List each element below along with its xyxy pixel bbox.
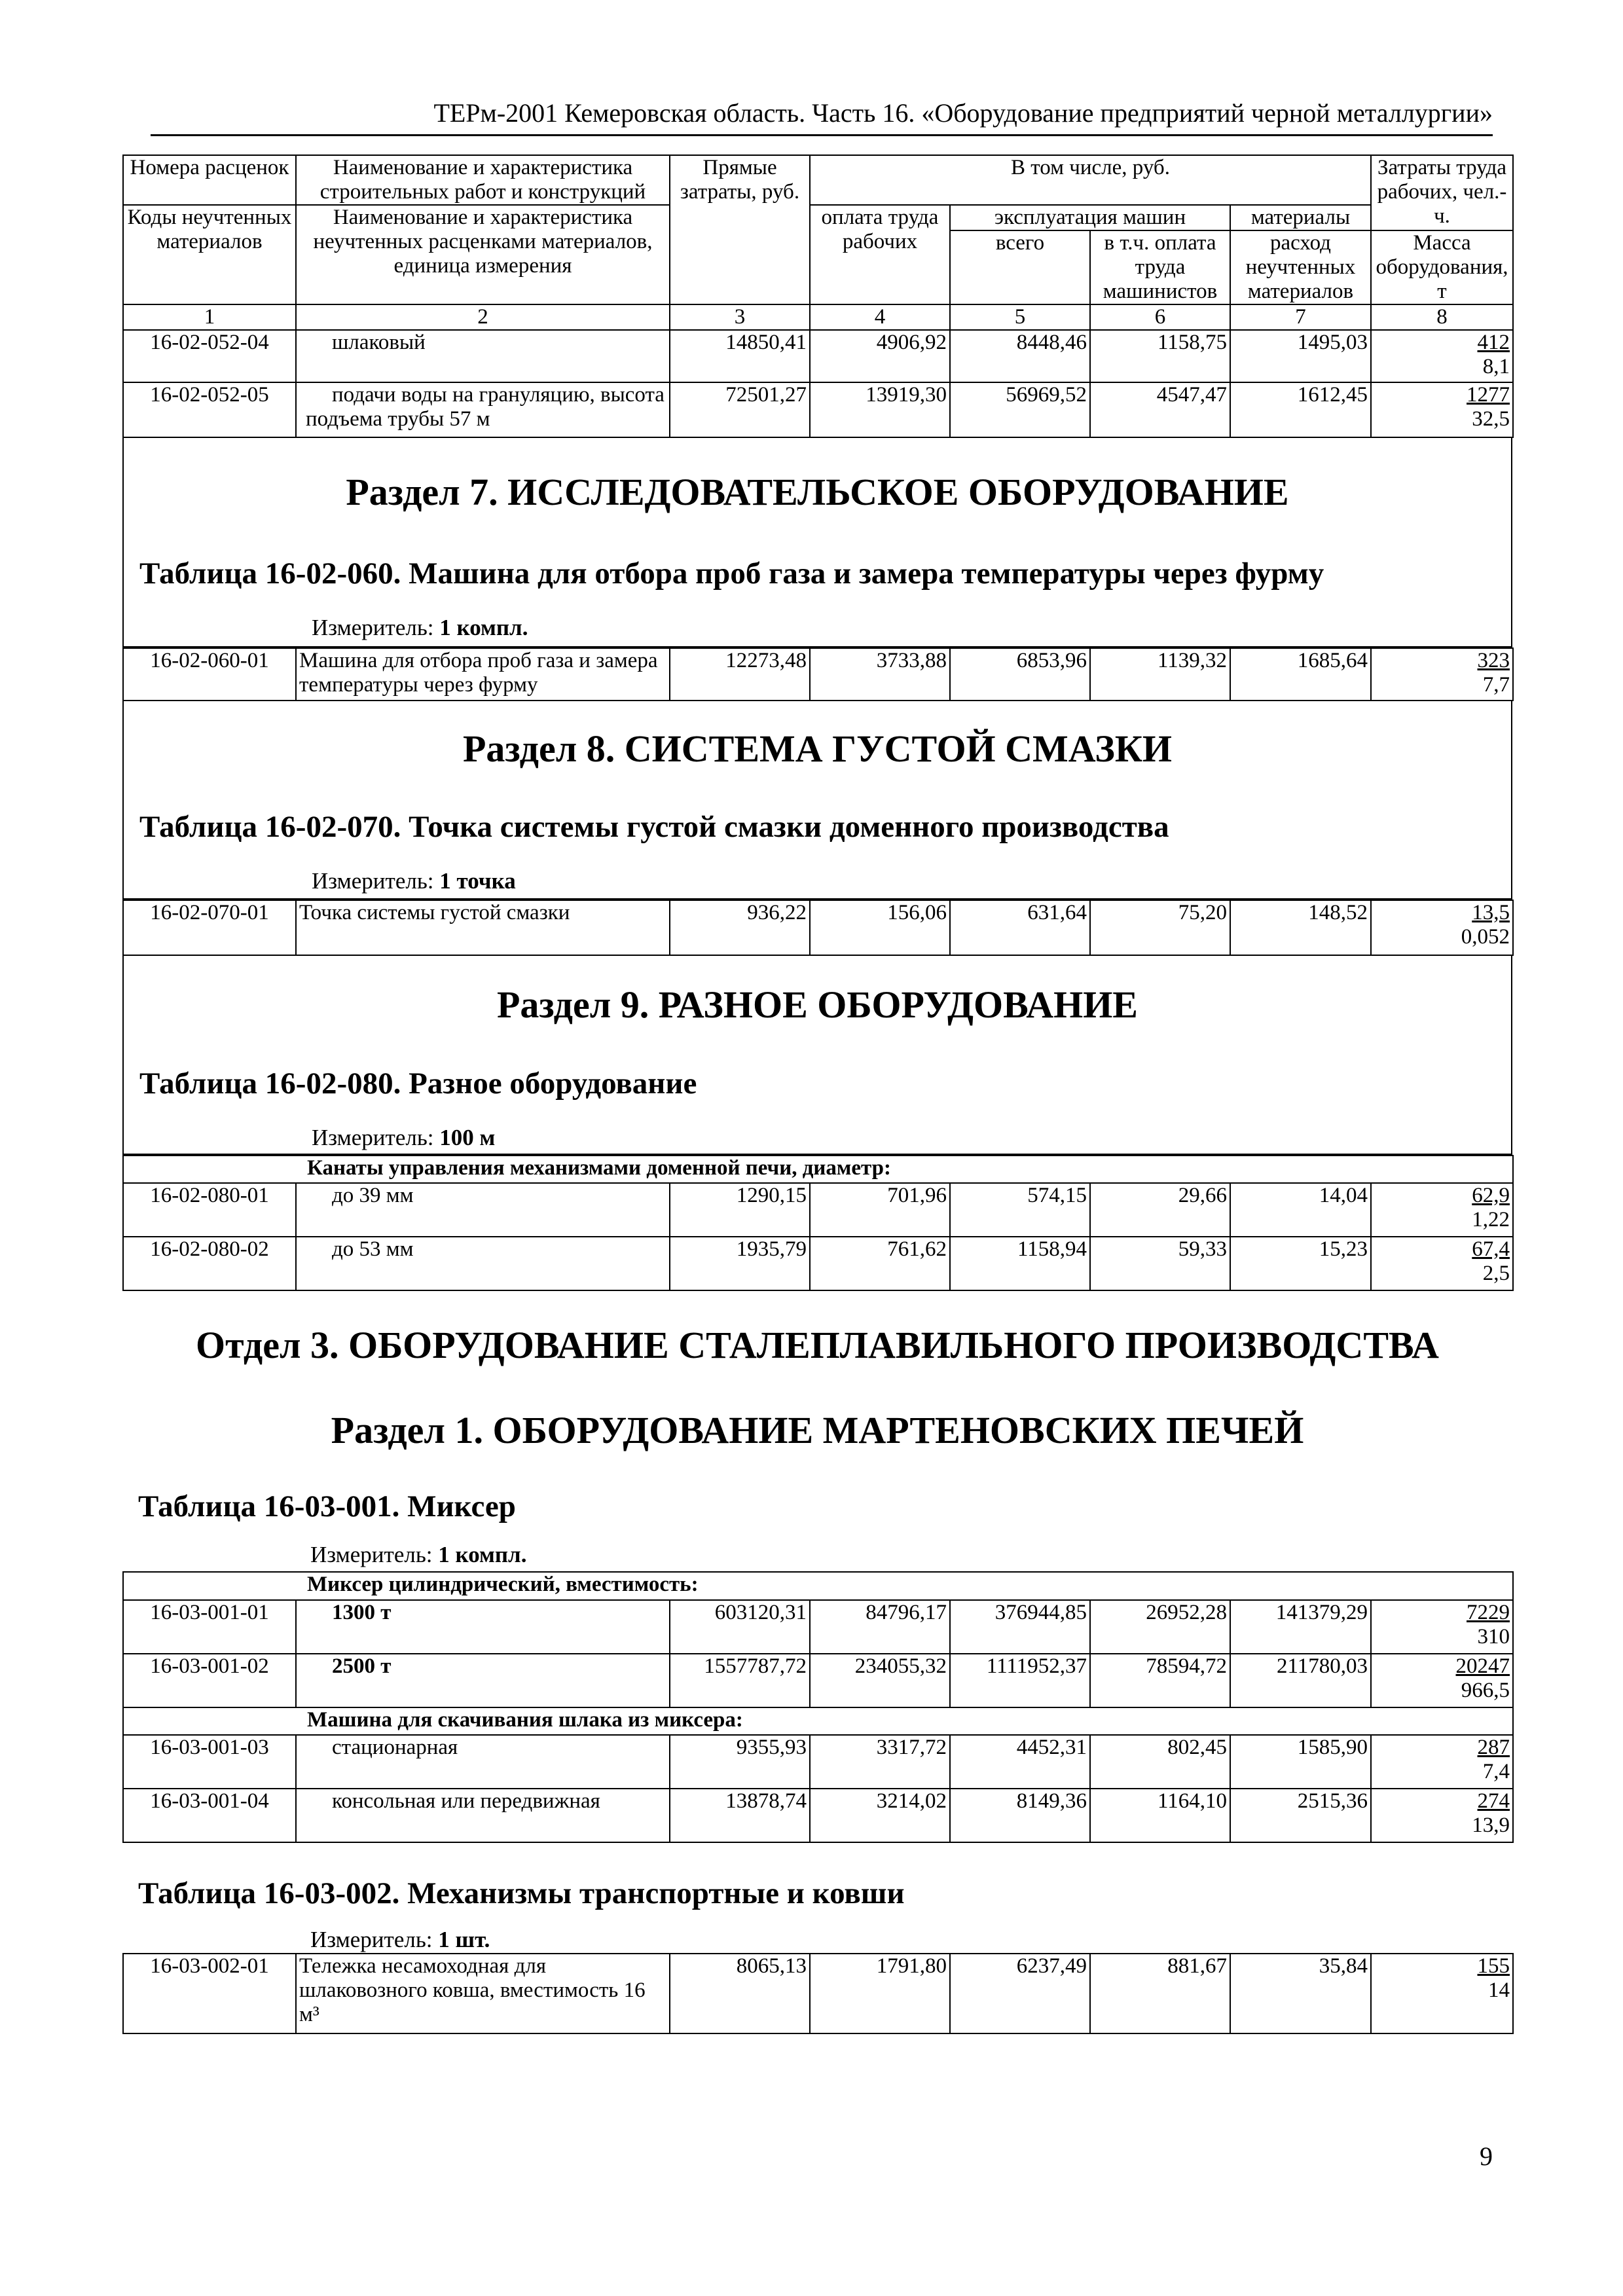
col-number: 3 [670,304,810,330]
table-row [123,1954,1513,2033]
col-v-tom-chisle: В том числе, руб. [810,155,1371,205]
col-number: 5 [950,304,1090,330]
otdel3-title: Отдел 3. ОБОРУДОВАНИЕ СТАЛЕПЛАВИЛЬНОГО ПРОИЗВОДСТВА [196,1324,1439,1366]
hours-mass [1371,1735,1513,1789]
hours-mass [1371,1183,1513,1237]
section7-title: Раздел 7. ИССЛЕДОВАТЕЛЬСКОЕ ОБОРУДОВАНИЕ [346,471,1289,513]
rate-name: шлаковый [296,330,670,382]
operators-cost: 1164,10 [1090,1789,1230,1842]
table060-measure [124,615,528,641]
direct-cost: 13878,74 [670,1789,810,1842]
labor-cost: 156,06 [810,900,950,955]
labor-hours: 274 [1477,1789,1510,1813]
direct-cost: 603120,31 [670,1600,810,1654]
hours-mass [1371,1954,1513,2033]
labor-cost: 3214,02 [810,1789,950,1842]
table-row [123,382,1513,437]
operators-cost: 4547,47 [1090,382,1230,437]
equipment-mass: 0,052 [1461,925,1510,949]
rate-code: 16-02-060-01 [123,648,296,701]
labor-hours: 412 [1477,331,1510,354]
labor-cost: 1791,80 [810,1954,950,2033]
direct-cost: 1557787,72 [670,1654,810,1707]
group-label: Миксер цилиндрический, вместимость: [123,1572,1513,1600]
equipment-mass: 7,4 [1482,1760,1510,1783]
materials-cost: 2515,36 [1230,1789,1371,1842]
rate-name: до 39 мм [296,1183,670,1237]
operators-cost: 802,45 [1090,1735,1230,1789]
rate-code: 16-02-070-01 [123,900,296,955]
table002-title: Таблица 16-03-002. Механизмы транспортные и ковши [138,1876,905,1910]
col-zatraty-truda: Затраты труда рабочих, чел.-ч. [1371,155,1513,230]
machines-cost: 1111952,37 [950,1654,1090,1707]
machines-cost: 1158,94 [950,1237,1090,1290]
col-number: 1 [123,304,296,330]
table001 [122,1571,1514,1843]
materials-cost: 1612,45 [1230,382,1371,437]
labor-cost: 13919,30 [810,382,950,437]
rate-name: Точка системы густой смазки [296,900,670,955]
machines-cost: 574,15 [950,1183,1090,1237]
section8-title: Раздел 8. СИСТЕМА ГУСТОЙ СМАЗКИ [462,727,1173,770]
table002 [122,1953,1514,2034]
rate-code: 16-02-080-01 [123,1183,296,1237]
col-massa: Масса оборудования, т [1371,230,1513,304]
materials-cost: 211780,03 [1230,1654,1371,1707]
measure-value: 1 компл. [438,1542,527,1567]
rate-code: 16-02-052-04 [123,330,296,382]
operators-cost: 26952,28 [1090,1600,1230,1654]
rate-code: 16-03-001-04 [123,1789,296,1842]
section7-block [122,438,1512,647]
table-row [123,330,1513,382]
table-row [123,1654,1513,1707]
col-naim-char: Наименование и характеристика строительных работ и конструкций [296,155,670,205]
materials-cost: 1495,03 [1230,330,1371,382]
materials-cost: 148,52 [1230,900,1371,955]
direct-cost: 1290,15 [670,1183,810,1237]
machines-cost: 376944,85 [950,1600,1090,1654]
labor-cost: 84796,17 [810,1600,950,1654]
table002-block [122,1843,1512,1953]
table001-title: Таблица 16-03-001. Миксер [138,1489,516,1523]
equipment-mass: 14 [1488,1978,1510,2002]
table070 [122,900,1514,956]
equipment-mass: 8,1 [1482,355,1510,378]
hours-mass [1371,330,1513,382]
equipment-mass: 966,5 [1461,1679,1510,1702]
materials-cost: 15,23 [1230,1237,1371,1290]
col-number: 4 [810,304,950,330]
hours-mass [1371,900,1513,955]
table-row [123,1237,1513,1290]
measure-value: 100 м [439,1125,496,1150]
table080 [122,1155,1514,1291]
direct-cost: 9355,93 [670,1735,810,1789]
labor-cost: 701,96 [810,1183,950,1237]
table-row [123,1183,1513,1237]
otdel3-block [122,1291,1512,1571]
measure-value: 1 компл. [439,615,528,640]
page-number: 9 [1480,2141,1493,2171]
rate-code: 16-03-001-01 [123,1600,296,1654]
col-naim-neuchet: Наименование и характеристика неучтенных расценками материалов, единица измерения [296,205,670,304]
rate-code: 16-03-001-02 [123,1654,296,1707]
labor-hours: 62,9 [1472,1184,1510,1207]
col-ekspl-mashin: эксплуатация машин [950,205,1230,230]
rate-code: 16-02-052-05 [123,382,296,437]
rate-code: 16-03-002-01 [123,1954,296,2033]
operators-cost: 59,33 [1090,1237,1230,1290]
equipment-mass: 310 [1477,1625,1510,1649]
labor-cost: 761,62 [810,1237,950,1290]
col-vsego: всего [950,230,1090,304]
rate-name: консольная или передвижная [296,1789,670,1842]
materials-cost: 14,04 [1230,1183,1371,1237]
machines-cost: 56969,52 [950,382,1090,437]
rate-code: 16-02-080-02 [123,1237,296,1290]
table-row [123,1600,1513,1654]
operators-cost: 1158,75 [1090,330,1230,382]
equipment-mass: 13,9 [1472,1813,1510,1837]
table060 [122,647,1514,701]
direct-cost: 72501,27 [670,382,810,437]
table060-title: Таблица 16-02-060. Машина для отбора проб газа и замера температуры через фурму [139,556,1324,591]
labor-cost: 234055,32 [810,1654,950,1707]
labor-hours: 67,4 [1472,1237,1510,1261]
direct-cost: 8065,13 [670,1954,810,2033]
header-table [122,155,1514,438]
operators-cost: 75,20 [1090,900,1230,955]
col-rashod: расход неучтенных материалов [1230,230,1371,304]
labor-cost: 3733,88 [810,648,950,701]
hours-mass [1371,1789,1513,1842]
hours-mass [1371,1237,1513,1290]
machines-cost: 6853,96 [950,648,1090,701]
equipment-mass: 1,22 [1472,1208,1510,1231]
col-number: 2 [296,304,670,330]
rate-name: подачи воды на грануляцию, высота подъема трубы 57 м [296,382,670,437]
operators-cost: 1139,32 [1090,648,1230,701]
labor-hours: 323 [1477,649,1510,672]
materials-cost: 1585,90 [1230,1735,1371,1789]
group-label: Машина для скачивания шлака из миксера: [123,1707,1513,1735]
machines-cost: 8149,36 [950,1789,1090,1842]
measure-value: 1 шт. [438,1927,490,1952]
labor-cost: 3317,72 [810,1735,950,1789]
measure-label: Измеритель: [310,1927,433,1952]
direct-cost: 14850,41 [670,330,810,382]
hours-mass [1371,1600,1513,1654]
measure-label: Измеритель: [312,615,434,640]
operators-cost: 78594,72 [1090,1654,1230,1707]
rate-name: 2500 т [296,1654,670,1707]
rate-name: стационарная [296,1735,670,1789]
rate-name: до 53 мм [296,1237,670,1290]
rate-name: Машина для отбора проб газа и замера температуры через фурму [296,648,670,701]
col-number: 6 [1090,304,1230,330]
rate-name: Тележка несамоходная для шлаковозного ковша, вместимость 16 м³ [296,1954,670,2033]
direct-cost: 936,22 [670,900,810,955]
col-pryamye: Прямые затраты, руб. [670,155,810,304]
col-kody: Коды неучтенных материалов [123,205,296,304]
section9-title: Раздел 9. РАЗНОЕ ОБОРУДОВАНИЕ [496,983,1138,1026]
rate-code: 16-03-001-03 [123,1735,296,1789]
table002-measure [122,1927,490,1953]
rate-name: 1300 т [296,1600,670,1654]
table-row [123,900,1513,955]
materials-cost: 35,84 [1230,1954,1371,2033]
operators-cost: 29,66 [1090,1183,1230,1237]
hours-mass [1371,648,1513,701]
labor-hours: 287 [1477,1736,1510,1759]
table080-title: Таблица 16-02-080. Разное оборудование [139,1066,697,1101]
hours-mass [1371,382,1513,437]
col-number: 7 [1230,304,1371,330]
table-row [123,1789,1513,1842]
page-header: ТЕРм-2001 Кемеровская область. Часть 16. «Оборудование предприятий черной металлургии» [151,98,1493,136]
measure-label: Измеритель: [310,1542,433,1567]
machines-cost: 631,64 [950,900,1090,955]
table080-measure [124,1125,495,1151]
operators-cost: 881,67 [1090,1954,1230,2033]
direct-cost: 12273,48 [670,648,810,701]
col-materialy: материалы [1230,205,1371,230]
table-row [123,648,1513,701]
col-oplata-truda: оплата труда рабочих [810,205,950,304]
col-number: 8 [1371,304,1513,330]
section1-title: Раздел 1. ОБОРУДОВАНИЕ МАРТЕНОВСКИХ ПЕЧЕЙ [331,1409,1304,1451]
machines-cost: 6237,49 [950,1954,1090,2033]
measure-value: 1 точка [439,868,516,894]
labor-hours: 155 [1477,1954,1510,1978]
direct-cost: 1935,79 [670,1237,810,1290]
materials-cost: 1685,64 [1230,648,1371,701]
labor-hours: 7229 [1467,1601,1510,1624]
table070-measure [124,868,516,894]
equipment-mass: 2,5 [1482,1262,1510,1285]
table001-measure [122,1542,526,1568]
machines-cost: 8448,46 [950,330,1090,382]
machines-cost: 4452,31 [950,1735,1090,1789]
group-label: Канаты управления механизмами доменной печи, диаметр: [123,1156,1513,1183]
labor-cost: 4906,92 [810,330,950,382]
labor-hours: 13,5 [1472,901,1510,924]
col-num-rascenok: Номера расценок [123,155,296,205]
measure-label: Измеритель: [312,868,434,894]
table070-title: Таблица 16-02-070. Точка системы густой смазки доменного производства [139,810,1169,844]
equipment-mass: 7,7 [1482,673,1510,697]
section8-block [122,701,1512,900]
table-row [123,1735,1513,1789]
labor-hours: 20247 [1455,1654,1510,1678]
col-vtch-oplata: в т.ч. оплата труда машинистов [1090,230,1230,304]
labor-hours: 1277 [1467,383,1510,407]
measure-label: Измеритель: [312,1125,434,1150]
section9-block [122,956,1512,1155]
equipment-mass: 32,5 [1472,407,1510,431]
materials-cost: 141379,29 [1230,1600,1371,1654]
hours-mass [1371,1654,1513,1707]
